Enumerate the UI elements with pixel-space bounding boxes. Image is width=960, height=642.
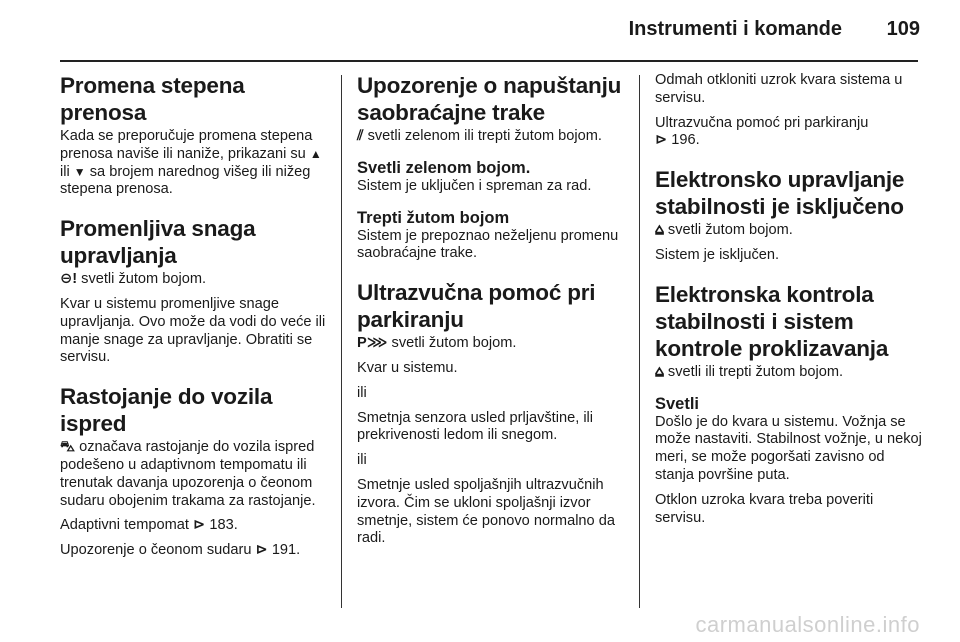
- intro-text-2: Ultrazvučna pomoć pri parkiranju ⊳ 196.: [655, 114, 869, 149]
- page-header: [0, 0, 960, 62]
- running-title: Instrumenti i komande: [628, 18, 842, 40]
- heading-distance: Rastojanje do vozila ispred: [60, 384, 273, 437]
- parking-text-3: ili: [357, 384, 367, 401]
- parking-text-1: P⋙ svetli žutom bojom.: [357, 335, 517, 352]
- gear-shift-text: Kada se preporučuje promena stepena prenosa naviše ili naniže, prikazani su ▲ ili ▼ sa brojem narednog višeg ili nižeg stepena prenosa.: [60, 128, 322, 198]
- steering-warning-icon: ⊖!: [60, 271, 78, 288]
- esc-off-text-2: Sistem je isključen.: [655, 246, 780, 263]
- lane-departure-text: ⫽ svetli zelenom ili trepti žutom bojom.: [357, 128, 602, 144]
- heading-yellow: Trepti žutom bojom: [357, 208, 510, 227]
- esc-icon: ⩠: [655, 363, 664, 380]
- variable-steering-text-2: Kvar u sistemu promenljive snage upravljanja. Ovo može da vodi do veće ili manje snage za upravljanje. Obratiti se servisu.: [60, 295, 326, 366]
- distance-text-3: Upozorenje o čeonom sudaru ⊳ 191.: [60, 542, 301, 559]
- heading-lit: Svetli: [655, 394, 700, 413]
- heading-green: Svetli zelenom bojom.: [357, 158, 531, 177]
- page-reference-icon: ⊳: [255, 542, 268, 559]
- esc-off-icon: ⩠: [655, 222, 664, 239]
- lane-departure-icon: ⫽: [357, 128, 364, 144]
- parking-text-5: ili: [357, 452, 367, 469]
- lit-text-2: Otklon uzroka kvara treba poveriti servisu.: [655, 491, 874, 526]
- vehicle-ahead-icon: ⛍: [60, 439, 76, 456]
- page-reference-icon: ⊳: [655, 132, 668, 149]
- green-text: Sistem je uključen i spreman za rad.: [357, 177, 592, 194]
- intro-text-1: Odmah otkloniti uzrok kvara sistema u servisu.: [655, 72, 903, 106]
- heading-esc-off: Elektronsko upravljanje stabilnosti je isključeno: [655, 167, 905, 220]
- page-number: 109: [886, 18, 920, 40]
- distance-text-1: ⛍ označava rastojanje do vozila ispred podešeno u adaptivnom tempomatu ili trenutak davanja upozorenja o čeonom sudaru obojenim trakama za rastojanje.: [60, 439, 316, 509]
- heading-variable-steering: Promenljiva snaga upravljanja: [60, 216, 256, 269]
- esc-off-text-1: ⩠ svetli žutom bojom.: [655, 222, 793, 239]
- heading-lane-departure: Upozorenje o napuštanju saobraćajne trake: [357, 73, 622, 125]
- column-2: [357, 72, 625, 555]
- esc-tc-text-1: ⩠ svetli ili trepti žutom bojom.: [655, 363, 844, 380]
- parking-text-4: Smetnja senzora usled prljavštine, ili prekrivenosti ledom ili snegom.: [357, 409, 594, 444]
- header-rule: [60, 60, 918, 62]
- page-reference-icon: ⊳: [193, 517, 206, 534]
- parking-text-6: Smetnje usled spoljašnjih ultrazvučnih izvora. Čim se ukloni spoljašnji izvor smetnje, sistem će ponovo normalno da radi.: [357, 476, 615, 547]
- heading-parking-assist: Ultrazvučna pomoć pri parkiranju: [357, 280, 596, 333]
- heading-gear-shift: Promena stepena prenosa: [60, 73, 245, 125]
- parking-assist-icon: P⋙: [357, 335, 388, 352]
- heading-esc-tc: Elektronska kontrola stabilnosti i sistem kontrole proklizavanja: [655, 281, 889, 361]
- column-3: [655, 72, 923, 534]
- column-divider-1: [341, 75, 342, 608]
- arrow-up-icon: ▲: [309, 146, 322, 161]
- arrow-down-icon: ▼: [73, 164, 86, 179]
- distance-text-2: Adaptivni tempomat ⊳ 183.: [60, 517, 238, 534]
- column-1: [60, 72, 328, 567]
- lit-text-1: Došlo je do kvara u sistemu. Vožnja se može nastaviti. Stabilnost vožnje, u nekoj meri, se može pogoršati zavisno od stanja površine puta.: [655, 413, 922, 483]
- watermark-logo: carmanualsonline.info: [695, 612, 920, 637]
- variable-steering-text-1: ⊖! svetli žutom bojom.: [60, 271, 207, 288]
- yellow-text: Sistem je prepoznao neželjenu promenu saobraćajne trake.: [357, 227, 619, 262]
- column-divider-2: [639, 75, 640, 608]
- parking-text-2: Kvar u sistemu.: [357, 359, 458, 376]
